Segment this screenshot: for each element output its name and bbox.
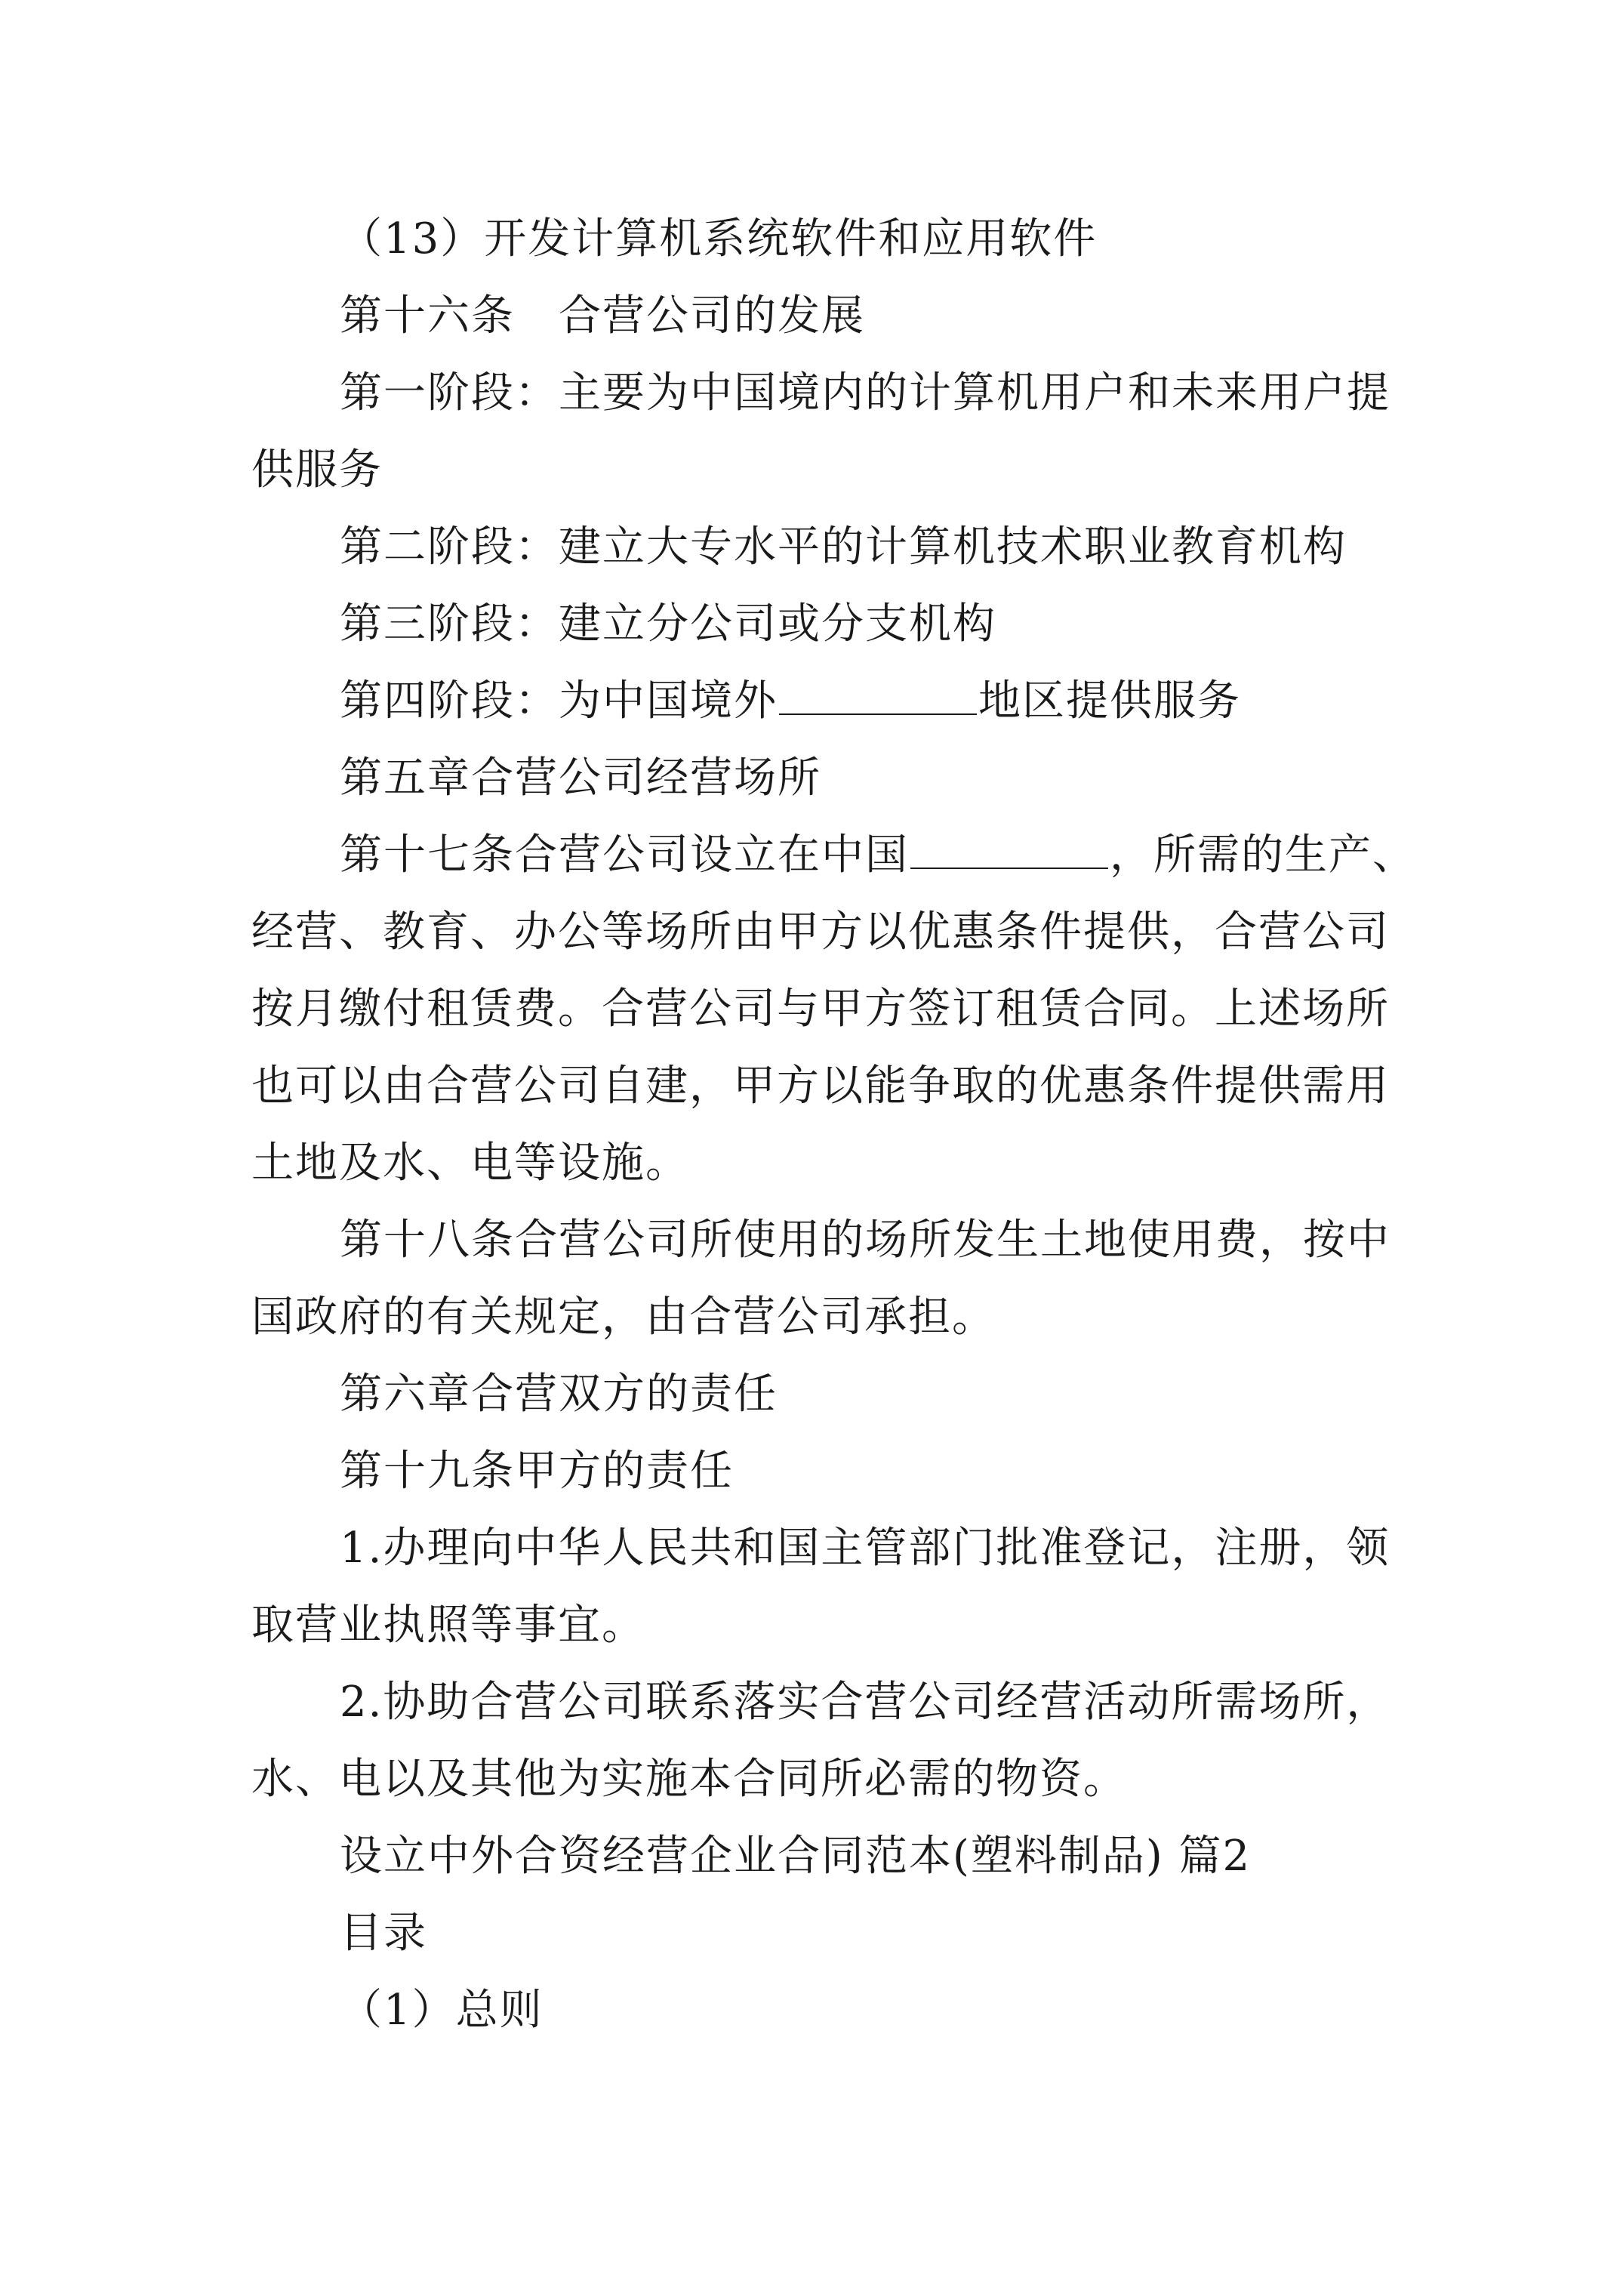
- text-line: 第十八条合营公司所使用的场所发生土地使用费，按中: [340, 1216, 1390, 1265]
- chapter-heading: 第五章合营公司经营场所: [340, 754, 821, 803]
- text-line: 第三阶段：建立分公司或分支机构: [340, 599, 996, 649]
- text-line: 1.办理向中华人民共和国主管部门批准登记，注册，领: [340, 1524, 1390, 1573]
- text-segment: ，所需的生产、: [1110, 831, 1416, 880]
- section-title: 设立中外合资经营企业合同范本(塑料制品) 篇2: [340, 1832, 1252, 1881]
- text-line: 也可以由合营公司自建，甲方以能争取的优惠条件提供需用: [251, 1062, 1390, 1111]
- text-line: 水、电以及其他为实施本合同所必需的物资。: [251, 1755, 1127, 1804]
- text-line: 第一阶段：主要为中国境内的计算机用户和未来用户提: [340, 368, 1390, 418]
- fill-in-blank: [779, 683, 977, 715]
- text-line: 土地及水、电等设施。: [251, 1139, 689, 1188]
- fill-in-blank: [910, 837, 1108, 869]
- toc-heading: 目录: [340, 1909, 427, 1958]
- text-line-with-blank: [340, 675, 1241, 728]
- text-line: （13）开发计算机系统软件和应用软件: [340, 214, 1098, 264]
- chapter-heading: 第六章合营双方的责任: [340, 1370, 778, 1419]
- article-heading: 第十九条甲方的责任: [340, 1447, 734, 1496]
- text-line: 供服务: [251, 445, 383, 495]
- text-segment: 地区提供服务: [978, 676, 1241, 726]
- text-line: 按月缴付租赁费。合营公司与甲方签订租赁合同。上述场所: [251, 985, 1390, 1034]
- toc-item: （1）总则: [340, 1986, 544, 2035]
- text-segment: 第四阶段：为中国境外: [340, 676, 778, 726]
- article-heading: 第十六条 合营公司的发展: [340, 291, 865, 341]
- text-line-with-blank: [340, 829, 1416, 882]
- text-segment: 第十七条合营公司设立在中国: [340, 831, 909, 880]
- text-line: 取营业执照等事宜。: [251, 1601, 645, 1650]
- text-line: 2.协助合营公司联系落实合营公司经营活动所需场所，: [340, 1678, 1390, 1727]
- text-line: 第二阶段：建立大专水平的计算机技术职业教育机构: [340, 522, 1347, 572]
- text-line: 经营、教育、办公等场所由甲方以优惠条件提供，合营公司: [251, 908, 1390, 957]
- text-line: 国政府的有关规定，由合营公司承担。: [251, 1293, 996, 1342]
